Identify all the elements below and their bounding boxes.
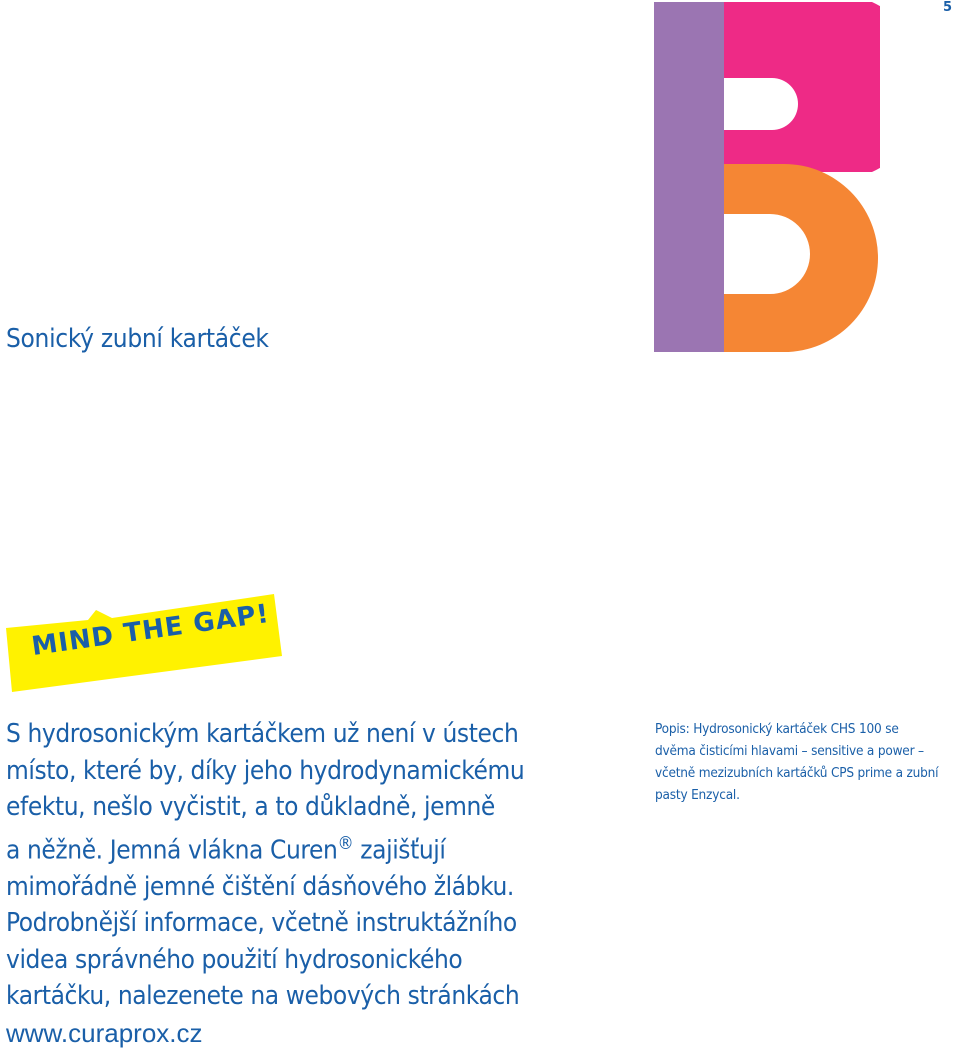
body-line: mimořádně jemné čištění dásňového žlábku. bbox=[6, 871, 514, 902]
body-line: videa správného použití hydrosonického bbox=[6, 944, 463, 975]
body-line: Podrobnější informace, včetně instruktážního bbox=[6, 908, 517, 939]
image-caption bbox=[655, 718, 955, 806]
body-paragraph bbox=[6, 716, 616, 1052]
body-line: zajišťují bbox=[353, 835, 446, 866]
caption-line: pasty Enzycal. bbox=[655, 787, 740, 803]
letter-b-graphic bbox=[654, 2, 880, 352]
caption-line: včetně mezizubních kartáčků CPS prime a zubní bbox=[655, 765, 939, 781]
caption-line: dvěma čisticími hlavami – sensitive a power – bbox=[655, 743, 924, 759]
website-link[interactable]: www.curaprox.cz bbox=[6, 1017, 203, 1048]
caption-line: Popis: Hydrosonický kartáček CHS 100 se bbox=[655, 721, 899, 737]
body-line: a něžně. Jemná vlákna Curen bbox=[6, 835, 338, 866]
body-line: S hydrosonickým kartáčkem už není v ústech bbox=[6, 719, 519, 749]
page-number: 5 bbox=[942, 0, 952, 15]
letter-b-lower-bowl bbox=[724, 164, 878, 352]
page-title: Sonický zubní kartáček bbox=[6, 324, 269, 354]
body-line: místo, které by, díky jeho hydrodynamickému bbox=[6, 755, 525, 786]
mind-the-gap-text: MIND THE GAP! bbox=[29, 598, 272, 662]
letter-b-upper-bowl bbox=[724, 2, 880, 172]
registered-mark: ® bbox=[337, 832, 354, 854]
body-line: kartáčku, nalezenete na webových stránkách bbox=[6, 981, 520, 1012]
letter-b-stem bbox=[654, 2, 724, 352]
body-line: efektu, nešlo vyčistit, a to důkladně, jemně bbox=[6, 792, 495, 822]
